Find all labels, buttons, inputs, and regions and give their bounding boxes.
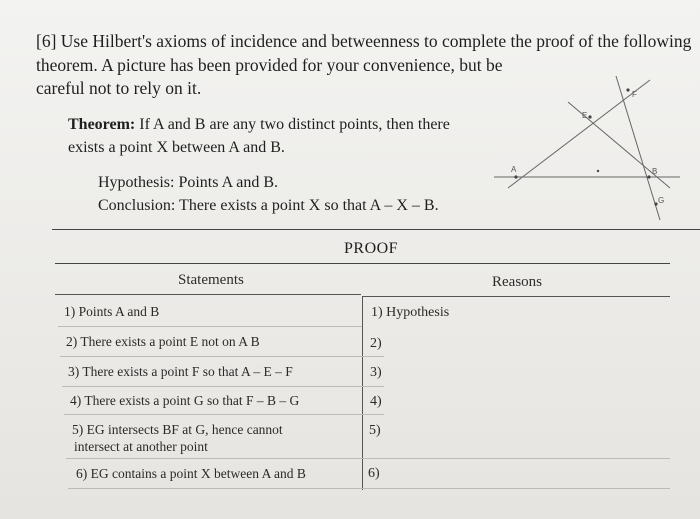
point-a xyxy=(514,175,517,178)
reason-5: 5) xyxy=(369,423,381,438)
reason-6: 6) xyxy=(368,466,380,481)
statement-5: 5) EG intersects BF at G, hence cannot xyxy=(72,422,283,437)
statement-5-cont: intersect at another point xyxy=(74,439,208,454)
geometry-figure xyxy=(480,70,700,230)
theorem-label: Theorem: xyxy=(68,116,136,133)
reason-4: 4) xyxy=(370,394,382,409)
statement-2: 2) There exists a point E not on A B xyxy=(66,334,260,349)
point-x xyxy=(597,170,599,172)
row-rule-3 xyxy=(62,386,362,387)
column-divider xyxy=(362,296,363,490)
statement-1: 1) Points A and B xyxy=(64,304,160,319)
proof-title-rule xyxy=(55,263,670,264)
reasons-header: Reasons xyxy=(492,274,542,290)
reason-rule-3 xyxy=(362,386,384,387)
conclusion: Conclusion: There exists a point X so that A – X – B. xyxy=(98,197,439,214)
proof-title: PROOF xyxy=(344,240,399,257)
theorem-text-1: If A and B are any two distinct points, then there xyxy=(139,116,450,133)
question-line-3: careful not to rely on it. xyxy=(36,78,202,98)
statement-6: 6) EG contains a point X between A and B xyxy=(76,466,306,481)
label-b: B xyxy=(652,167,658,176)
point-f xyxy=(626,88,629,91)
reason-rule-5 xyxy=(362,458,670,459)
point-e xyxy=(588,115,591,118)
statement-3: 3) There exists a point F so that A – E – F xyxy=(68,364,293,379)
row-rule-4 xyxy=(64,414,362,415)
label-g: G xyxy=(658,196,665,205)
theorem-line-2: exists a point X between A and B. xyxy=(68,139,285,156)
row-rule-1 xyxy=(58,326,362,327)
theorem-line-1 xyxy=(68,116,450,134)
question-line-2: theorem. A picture has been provided for your convenience, but be xyxy=(36,55,503,75)
proof-top-rule xyxy=(52,229,700,230)
label-f: F xyxy=(632,90,637,99)
row-rule-5 xyxy=(66,458,362,459)
statement-4: 4) There exists a point G so that F – B – G xyxy=(70,393,300,408)
reason-rule-2 xyxy=(362,356,384,357)
reason-1: 1) Hypothesis xyxy=(371,305,450,320)
row-rule-6 xyxy=(68,488,362,489)
hypothesis: Hypothesis: Points A and B. xyxy=(98,174,279,191)
row-rule-2 xyxy=(60,356,362,357)
reason-rule-4 xyxy=(362,414,384,415)
label-e: E xyxy=(582,111,588,120)
reason-2: 2) xyxy=(370,336,382,351)
reason-rule-6 xyxy=(362,488,670,489)
question-line-1: [6] Use Hilbert's axioms of incidence and betweenness to complete the proof of the following xyxy=(36,31,692,51)
point-b xyxy=(647,175,650,178)
statements-header: Statements xyxy=(178,272,244,288)
label-a: A xyxy=(511,165,517,174)
header-rule-right xyxy=(362,296,670,297)
header-rule-left xyxy=(55,294,361,295)
reason-3: 3) xyxy=(370,365,382,380)
line-aef xyxy=(508,80,650,188)
